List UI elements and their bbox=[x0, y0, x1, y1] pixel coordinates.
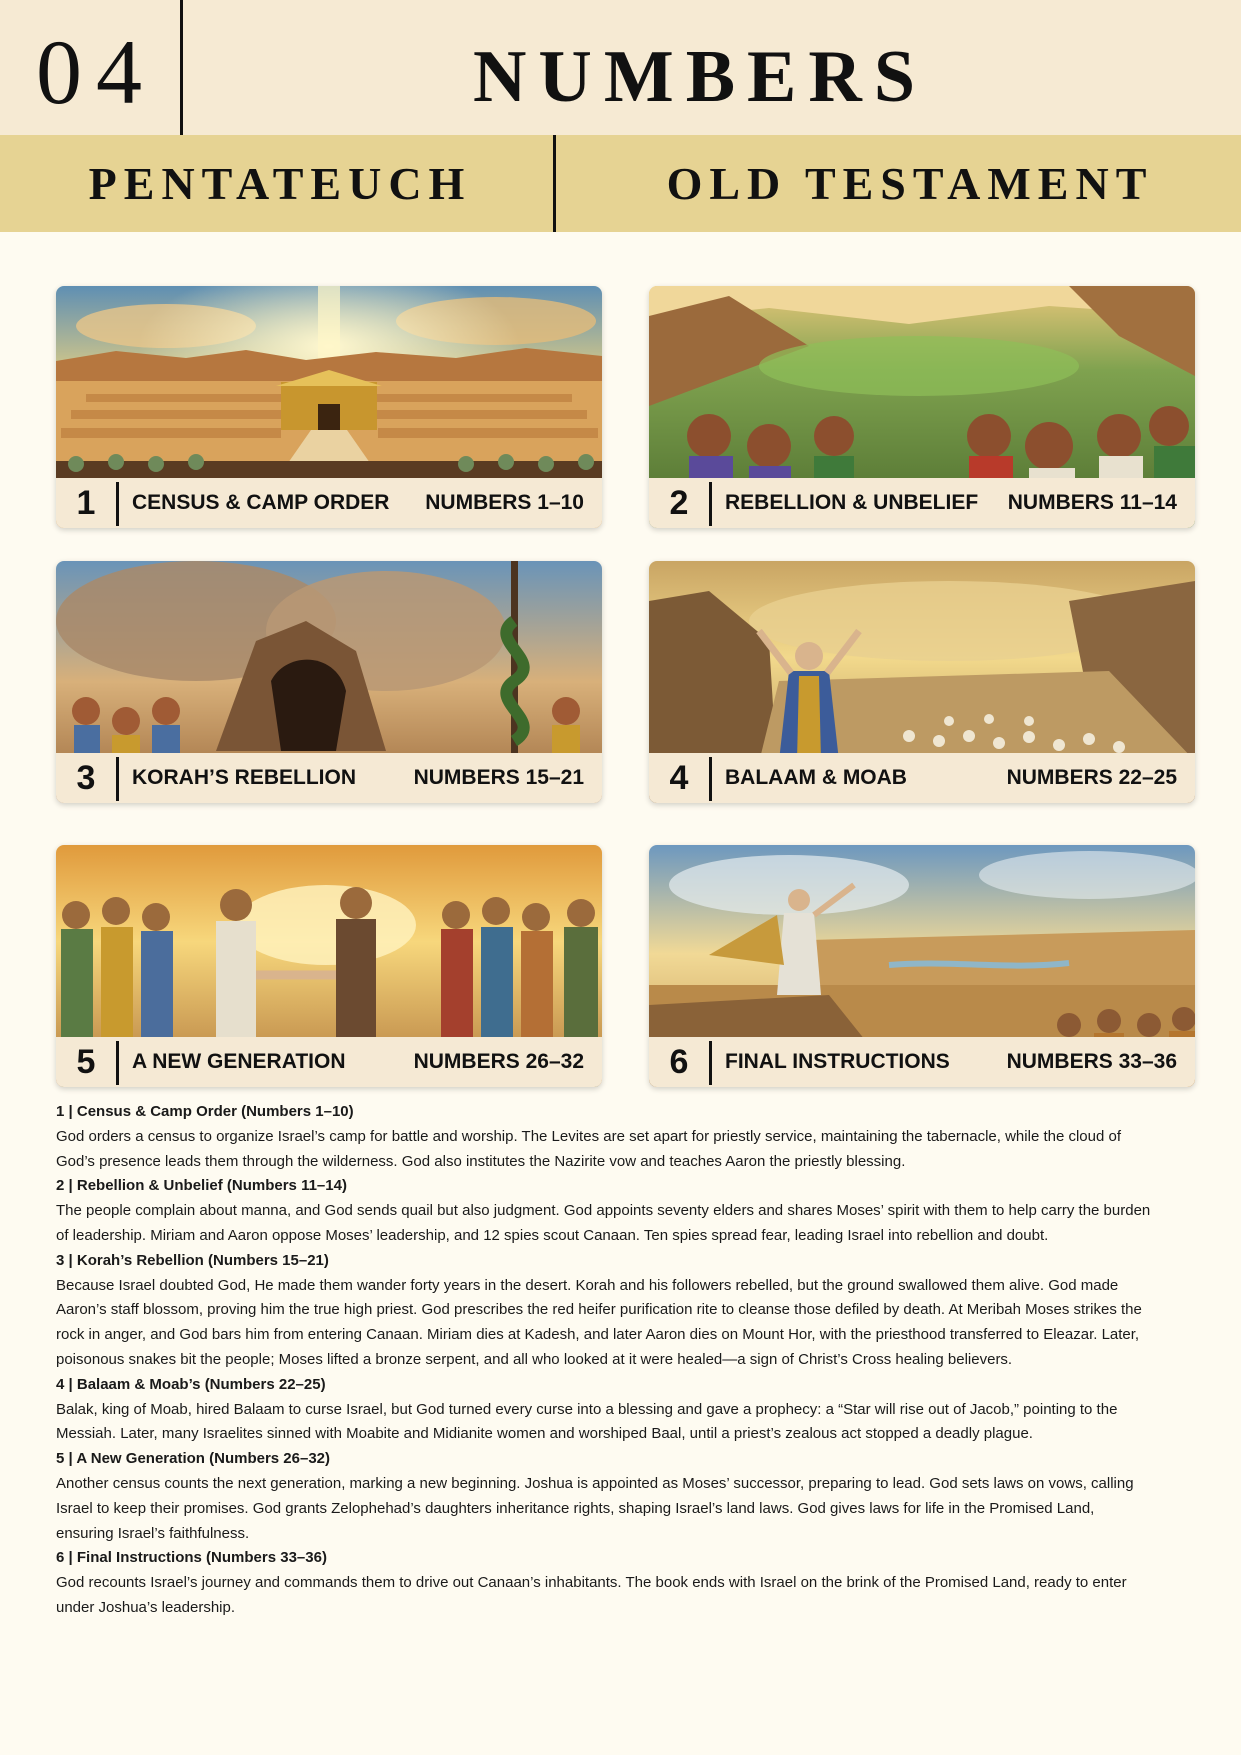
card-number: 5 bbox=[76, 1043, 96, 1081]
section-label-testament: OLD TESTAMENT bbox=[666, 158, 1154, 209]
summary-section bbox=[56, 1100, 1156, 1621]
book-number: 04 bbox=[36, 21, 156, 123]
summary-heading-4: 4 | Balaam & Moab’s (Numbers 22–25) bbox=[56, 1375, 326, 1393]
summary-body-2: The people complain about manna, and God sends quail but also judgment. God appoints seventy elders and shares Moses’ spirit with them to help carry the burden of leadership. Miriam and Aaron oppose Moses’ leadership, and 12 spies scout Canaan. Ten spies spread fear, leading Israel into rebellion and doubt. bbox=[56, 1202, 1151, 1244]
section-card-6 bbox=[649, 845, 1195, 1087]
card-title: KORAH’S REBELLION bbox=[132, 766, 357, 789]
book-title: NUMBERS bbox=[472, 36, 928, 118]
card-chapter-range: NUMBERS 15–21 bbox=[413, 766, 584, 789]
card-number-divider bbox=[116, 482, 119, 526]
summary-body-4: Balak, king of Moab, hired Balaam to curse Israel, but God turned every curse into a blessing and gave a prophecy: a “Star will rise out of Jacob,” pointing to the Messiah. Later, many Israelites sinned with Moabite and Midianite women and worshiped Baal, until a priest’s zealous act stopped a deadly plague. bbox=[56, 1400, 1118, 1443]
card-number: 1 bbox=[76, 484, 96, 522]
card-number-divider bbox=[709, 757, 712, 801]
summary-heading-2: 2 | Rebellion & Unbelief (Numbers 11–14) bbox=[56, 1177, 347, 1195]
card-number-divider bbox=[709, 1041, 712, 1085]
card-chapter-range: NUMBERS 11–14 bbox=[1007, 491, 1177, 514]
card-label-bar bbox=[56, 478, 602, 528]
card-label-bar bbox=[56, 1037, 602, 1087]
summary-body-3: Because Israel doubted God, He made them wander forty years in the desert. Korah and his followers rebelled, but the ground swallowed them alive. God made Aaron’s staff blossom, proving him the true high priest. God prescribes the red heifer purification rite to cleanse those defiled by death. At Meribah Moses strikes the rock in anger, and God bars him from entering Canaan. Miriam dies at Kadesh, and later Aaron dies on Mount Hor, with the priesthood transferred to Eleazar. Later, poisonous snakes bit the people; Moses lifted a bronze serpent, and all who looked at it were healed—a sign of Christ’s Cross healing believers. bbox=[56, 1276, 1142, 1368]
section-card-4 bbox=[649, 561, 1195, 803]
card-title: BALAAM & MOAB bbox=[725, 766, 907, 789]
header-divider bbox=[180, 0, 183, 135]
card-label-bar bbox=[56, 753, 602, 803]
card-number: 3 bbox=[76, 759, 96, 797]
section-label-pentateuch: PENTATEUCH bbox=[88, 158, 472, 209]
summary-body-5: Another census counts the next generation, marking a new beginning. Joshua is appointed as Moses’ successor, preparing to lead. God sets laws on vows, calling Israel to keep their promises. God grants Zelophehad’s daughters inheritance rights, shaping Israel’s land laws. God gives laws for life in the Promised Land, ensuring Israel’s faithfulness. bbox=[56, 1474, 1134, 1542]
sub-header-divider bbox=[553, 135, 556, 232]
section-card-5 bbox=[56, 845, 602, 1087]
summary-heading-3: 3 | Korah’s Rebellion (Numbers 15–21) bbox=[56, 1251, 329, 1269]
card-chapter-range: NUMBERS 33–36 bbox=[1006, 1050, 1177, 1073]
card-title: A NEW GENERATION bbox=[132, 1050, 346, 1073]
summary-body-6: God recounts Israel’s journey and commands them to drive out Canaan’s inhabitants. The book ends with Israel on the brink of the Promised Land, ready to enter under Joshua’s leadership. bbox=[56, 1574, 1127, 1616]
card-number: 4 bbox=[669, 759, 689, 797]
card-label-bar bbox=[649, 478, 1195, 528]
card-number: 2 bbox=[669, 484, 689, 522]
card-number-divider bbox=[116, 757, 119, 801]
card-title: FINAL INSTRUCTIONS bbox=[725, 1050, 950, 1073]
section-card-3 bbox=[56, 561, 602, 803]
card-label-bar bbox=[649, 1037, 1195, 1087]
card-chapter-range: NUMBERS 26–32 bbox=[413, 1050, 584, 1073]
card-label-bar bbox=[649, 753, 1195, 803]
summary-body-1: God orders a census to organize Israel’s camp for battle and worship. The Levites are set apart for priestly service, maintaining the tabernacle, while the cloud of God’s presence leads them through the wilderness. God also institutes the Nazirite vow and teaches Aaron the priestly blessing. bbox=[56, 1127, 1122, 1170]
card-title: CENSUS & CAMP ORDER bbox=[132, 491, 390, 514]
card-number-divider bbox=[116, 1041, 119, 1085]
section-card-2 bbox=[649, 286, 1195, 528]
card-chapter-range: NUMBERS 22–25 bbox=[1006, 766, 1177, 789]
card-number: 6 bbox=[669, 1043, 689, 1081]
card-chapter-range: NUMBERS 1–10 bbox=[425, 491, 584, 514]
card-title: REBELLION & UNBELIEF bbox=[725, 491, 979, 514]
summary-heading-6: 6 | Final Instructions (Numbers 33–36) bbox=[56, 1549, 327, 1567]
summary-heading-5: 5 | A New Generation (Numbers 26–32) bbox=[56, 1450, 331, 1468]
section-card-1 bbox=[56, 286, 602, 528]
summary-heading-1: 1 | Census & Camp Order (Numbers 1–10) bbox=[56, 1103, 354, 1120]
card-number-divider bbox=[709, 482, 712, 526]
